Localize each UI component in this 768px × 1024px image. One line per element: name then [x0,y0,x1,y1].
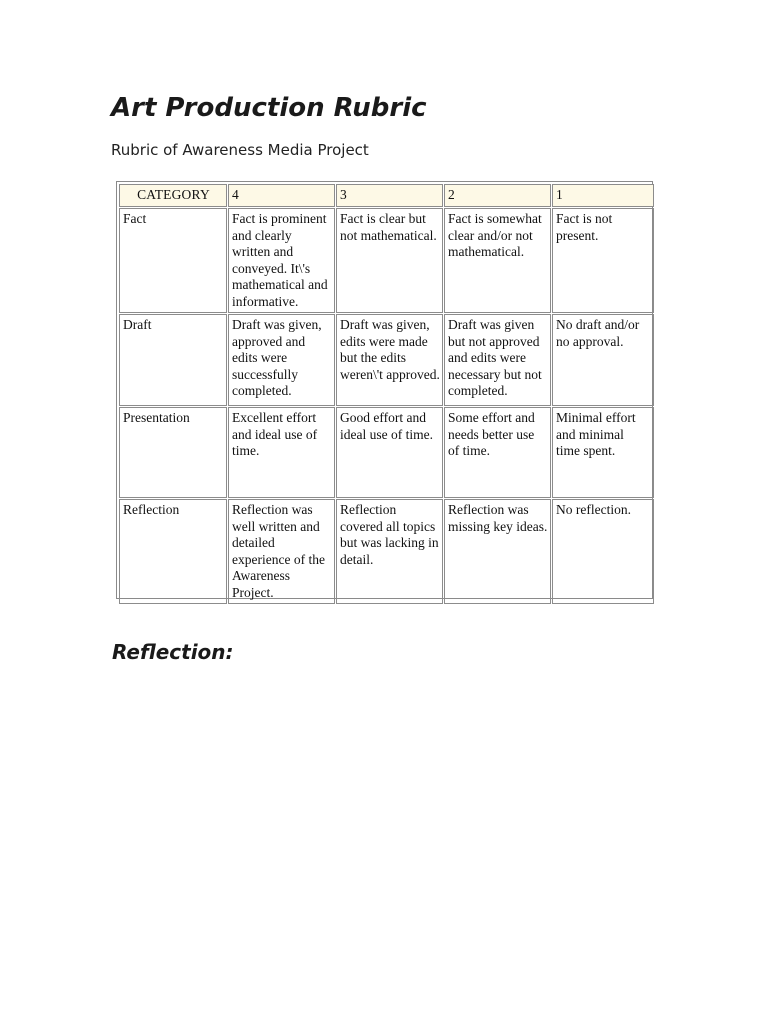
header-score-1: 1 [552,184,654,207]
reflection-heading: Reflection: [112,640,234,664]
rubric-header-row [119,184,654,207]
criteria-cell-4: Excellent effort and ideal use of time. [228,407,335,498]
category-cell: Fact [119,208,227,313]
criteria-cell-4: Draft was given, approved and edits were successfully completed. [228,314,335,406]
rubric-table [118,183,655,605]
criteria-cell-1: Minimal effort and minimal time spent. [552,407,654,498]
criteria-cell-1: No reflection. [552,499,654,604]
criteria-cell-3: Reflection covered all topics but was lacking in detail. [336,499,443,604]
criteria-cell-3: Fact is clear but not mathematical. [336,208,443,313]
criteria-cell-2: Draft was given but not approved and edits were necessary but not completed. [444,314,551,406]
criteria-cell-4: Fact is prominent and clearly written and conveyed. It\'s mathematical and informative. [228,208,335,313]
page-subtitle: Rubric of Awareness Media Project [111,141,369,159]
category-cell: Presentation [119,407,227,498]
criteria-cell-1: Fact is not present. [552,208,654,313]
rubric-table-container [116,181,653,599]
criteria-cell-2: Some effort and needs better use of time. [444,407,551,498]
header-score-3: 3 [336,184,443,207]
rubric-row-reflection [119,499,654,604]
rubric-row-fact [119,208,654,313]
criteria-cell-1: No draft and/or no approval. [552,314,654,406]
criteria-cell-2: Reflection was missing key ideas. [444,499,551,604]
criteria-cell-2: Fact is somewhat clear and/or not mathematical. [444,208,551,313]
criteria-cell-4: Reflection was well written and detailed experience of the Awareness Project. [228,499,335,604]
rubric-row-draft [119,314,654,406]
criteria-cell-3: Good effort and ideal use of time. [336,407,443,498]
page-title: Art Production Rubric [111,93,427,123]
criteria-cell-3: Draft was given, edits were made but the edits weren\'t approved. [336,314,443,406]
rubric-row-presentation [119,407,654,498]
category-cell: Draft [119,314,227,406]
category-cell: Reflection [119,499,227,604]
header-category: CATEGORY [119,184,227,207]
header-score-4: 4 [228,184,335,207]
header-score-2: 2 [444,184,551,207]
